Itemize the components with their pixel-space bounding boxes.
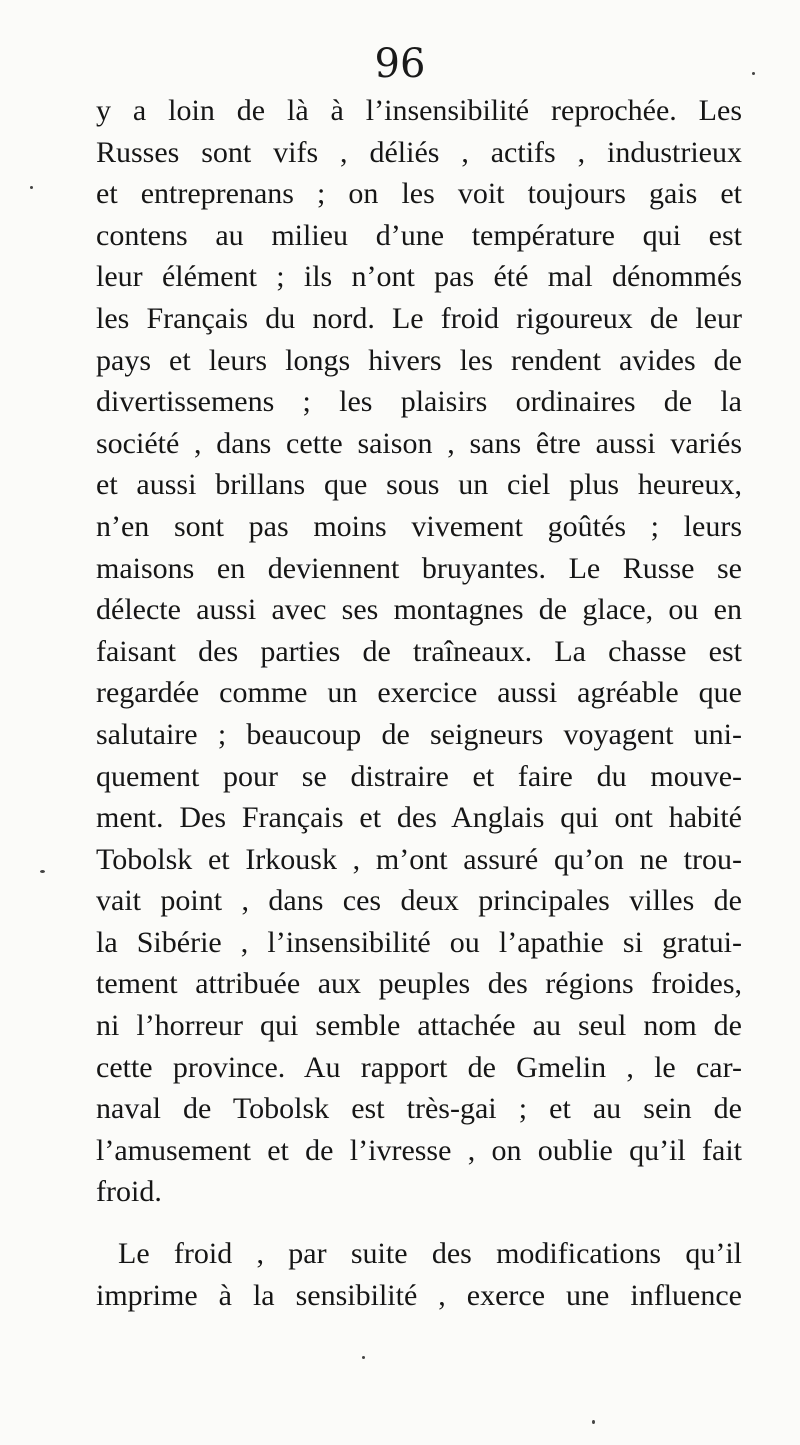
paper-speck <box>752 72 755 75</box>
text-line: n’en sont pas moins vivement goûtés ; leurs <box>96 509 742 543</box>
text-line: froid. <box>96 1175 162 1209</box>
text-line: regardée comme un exercice aussi agréable que <box>96 676 742 710</box>
text-line: leur élément ; ils n’ont pas été mal dénommés <box>96 260 742 294</box>
paper-speck <box>362 1356 365 1359</box>
text-line: cette province. Au rapport de Gmelin , le car- <box>96 1050 742 1084</box>
text-line: naval de Tobolsk est très-gai ; et au sein de <box>96 1092 742 1126</box>
text-line: et aussi brillans que sous un ciel plus heureux, <box>96 468 742 502</box>
text-line: les Français du nord. Le froid rigoureux de leur <box>96 301 742 335</box>
text-line: Russes sont vifs , déliés , actifs , industrieux <box>96 135 742 169</box>
text-line: ment. Des Français et des Anglais qui ont habité <box>96 801 742 835</box>
text-line: l’amusement et de l’ivresse , on oublie qu’il fait <box>96 1133 742 1167</box>
text-line: salutaire ; beaucoup de seigneurs voyagent uni- <box>96 717 742 751</box>
paper-speck <box>592 1420 595 1424</box>
paragraph-2 <box>96 1233 742 1316</box>
text-line: quement pour se distraire et faire du mouve- <box>96 759 742 793</box>
text-line: contens au milieu d’une température qui est <box>96 218 742 252</box>
text-line: Le froid , par suite des modifications qu’il <box>118 1237 742 1271</box>
paper-speck <box>40 870 45 873</box>
text-line: pays et leurs longs hivers les rendent avides de <box>96 343 742 377</box>
text-line: maisons en deviennent bruyantes. Le Russe se <box>96 551 742 585</box>
text-line: vait point , dans ces deux principales villes de <box>96 884 742 918</box>
text-line: société , dans cette saison , sans être aussi variés <box>96 426 742 460</box>
page-number: 96 <box>374 41 426 87</box>
paragraph-gap <box>96 1213 742 1233</box>
text-line: faisant des parties de traîneaux. La chasse est <box>96 634 742 668</box>
body-text <box>96 90 742 1316</box>
text-line: imprime à la sensibilité , exerce une influence <box>96 1278 742 1312</box>
paragraph-1 <box>96 90 742 1213</box>
text-line: la Sibérie , l’insensibilité ou l’apathie si gratui- <box>96 925 742 959</box>
text-line: et entreprenans ; on les voit toujours gais et <box>96 177 742 211</box>
text-line: y a loin de là à l’insensibilité reprochée. Les <box>96 94 742 127</box>
text-line: divertissemens ; les plaisirs ordinaires de la <box>96 385 742 419</box>
text-line: délecte aussi avec ses montagnes de glace, ou en <box>96 593 742 627</box>
paper-speck <box>30 186 33 189</box>
text-line: tement attribuée aux peuples des régions froides, <box>96 967 742 1001</box>
text-line: ni l’horreur qui semble attachée au seul nom de <box>96 1009 742 1043</box>
text-line: Tobolsk et Irkousk , m’ont assuré qu’on ne trou- <box>96 842 742 876</box>
